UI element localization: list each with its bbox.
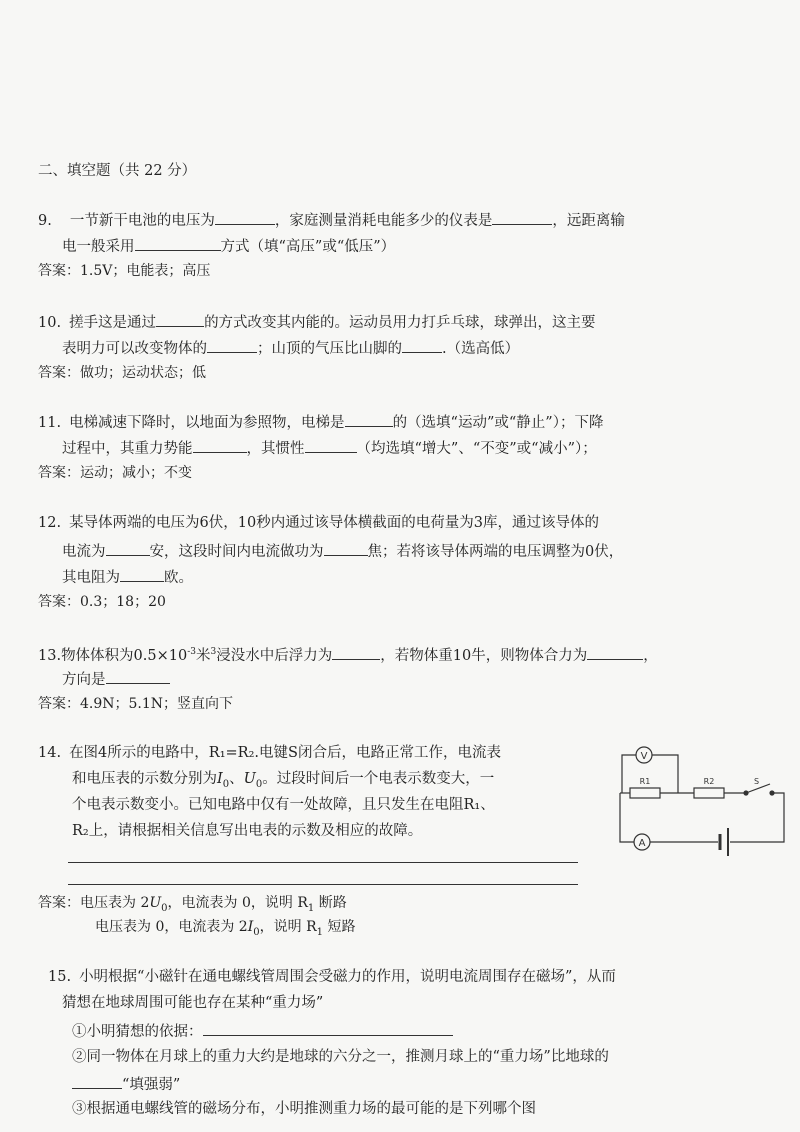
q14-answer-text: 断路	[314, 895, 347, 911]
q10-blank-3[interactable]	[402, 338, 442, 353]
q13-blank-2[interactable]	[587, 645, 643, 660]
q11-text: 电梯减速下降时，以地面为参照物，电梯是	[69, 415, 345, 431]
q13-number: 13.	[38, 647, 62, 664]
q9-line1	[38, 210, 625, 230]
q14-line3: 个电表示数变小。已知电路中仅有一处故障，且只发生在电阻R₁、	[72, 797, 495, 813]
q14-line2	[72, 770, 494, 794]
q10-answer: 答案：做功；运动状态；低	[38, 365, 206, 381]
switch-label: S	[754, 777, 760, 786]
q11-number: 11.	[38, 415, 62, 431]
q14-answer-subscript: 0	[253, 926, 260, 938]
circuit-left-wire	[620, 793, 634, 842]
q10-text: ；山顶的气压比山脚的	[257, 341, 402, 357]
q14-symbol: U	[243, 771, 256, 787]
q15-line5	[72, 1074, 180, 1094]
q11-answer: 答案：运动；减小；不变	[38, 465, 192, 481]
q11-blank-1[interactable]	[345, 412, 393, 427]
q11-line1	[38, 412, 603, 432]
q14-answer-text: 电压表为 0，电流表为 2	[95, 919, 248, 935]
r1-label: R1	[639, 777, 651, 786]
q13-text: 物体体积为0.5×10	[61, 647, 188, 664]
q10-text: .（选高低）	[442, 341, 520, 357]
q14-line4: R₂上，请根据相关信息写出电表的示数及相应的故障。	[72, 823, 423, 839]
q14-subscript: 0	[222, 778, 230, 790]
q11-blank-3[interactable]	[305, 438, 357, 453]
q14-answer-line-1[interactable]	[68, 862, 578, 863]
q12-line1	[38, 514, 599, 532]
ammeter-label: A	[638, 838, 646, 849]
q12-blank-1[interactable]	[106, 541, 150, 556]
q10-text: 表明力可以改变物体的	[62, 341, 207, 357]
q13-exponent: -3	[187, 647, 197, 657]
q13-answer: 答案：4.9N；5.1N；竖直向下	[38, 696, 234, 712]
q14-text: 和电压表的示数分别为	[72, 771, 217, 787]
q13-line2	[62, 669, 170, 689]
q15-text: 小明根据“小磁针在通电螺线管周围会受磁力的作用，说明电流周围存在磁场”，从而	[79, 969, 616, 985]
q11-text: 的（选填“运动”或“静止”）；下降	[392, 415, 604, 431]
q9-text: 一节新干电池的电压为	[69, 213, 215, 229]
q10-text: 的方式改变其内能的。运动员用力打乒乓球，球弹出，这主要	[204, 315, 596, 331]
switch-s[interactable]	[744, 777, 774, 795]
resistor-r1	[630, 777, 660, 798]
q15-text: ①小明猜想的依据：	[72, 1024, 203, 1040]
q12-text: 安，这段时间内电流做功为	[149, 544, 324, 560]
q11-line2	[62, 438, 597, 458]
q11-text: 过程中，其重力势能	[62, 441, 193, 457]
q9-text: ，远距离输	[552, 213, 625, 229]
q9-answer: 答案：1.5V；电能表；高压	[38, 263, 211, 279]
q13-blank-1[interactable]	[332, 645, 380, 660]
q13-text: 浸没水中后浮力为	[216, 647, 333, 664]
q12-answer: 答案：0.3；18；20	[38, 594, 166, 610]
q14-answer-subscript: 1	[316, 926, 323, 938]
q15-line1	[48, 968, 616, 986]
q12-blank-2[interactable]	[324, 541, 368, 556]
q13-text: 米	[196, 647, 211, 664]
q10-line2	[62, 338, 519, 358]
q14-answer-text: 答案：电压表为 2	[38, 895, 150, 911]
q12-line2	[62, 541, 623, 561]
q15-number: 15.	[48, 969, 72, 985]
q15-blank-2[interactable]	[72, 1074, 122, 1089]
q14-subscript: 0	[255, 778, 263, 790]
q14-text: 。过段时间后一个电表示数变大，一	[262, 771, 495, 787]
circuit-diagram	[598, 742, 798, 864]
voltmeter-icon	[636, 747, 652, 763]
q14-answer-text: ，电流表为 0，说明 R	[167, 895, 308, 911]
q12-text: 电流为	[62, 544, 106, 560]
r2-label: R2	[703, 777, 715, 786]
q10-blank-1[interactable]	[156, 312, 204, 327]
q9-text: ，家庭测量消耗电能多少的仪表是	[274, 213, 493, 229]
circuit-right-wire	[730, 793, 784, 842]
ammeter-icon	[634, 834, 650, 850]
q13-text: ，	[643, 647, 658, 664]
resistor-r2	[694, 777, 724, 798]
q14-text: 在图4所示的电路中，R₁=R₂.电键S闭合后，电路正常工作，电流表	[69, 745, 501, 761]
q12-text: 欧。	[164, 570, 193, 586]
q12-text: 某导体两端的电压为6伏，10秒内通过该导体横截面的电荷量为3库，通过该导体的	[69, 515, 599, 531]
q14-number: 14.	[38, 745, 62, 761]
q9-blank-1[interactable]	[215, 210, 275, 225]
q14-answer-1	[38, 894, 347, 918]
q12-line3	[62, 567, 193, 587]
q9-text: 电一般采用	[62, 239, 135, 255]
q13-text: ，若物体重10牛，则物体合力为	[380, 647, 588, 664]
q9-blank-3[interactable]	[135, 236, 221, 251]
q14-line1	[38, 744, 501, 762]
q15-line2: 猜想在地球周围可能也存在某种“重力场”	[62, 995, 324, 1011]
q15-line3	[72, 1021, 453, 1041]
q12-text: 其电阻为	[62, 570, 120, 586]
q13-exponent: 3	[210, 647, 217, 657]
q12-blank-3[interactable]	[120, 567, 164, 582]
q15-line6: ③根据通电螺线管的磁场分布，小明推测重力场的最可能的是下列哪个图	[72, 1101, 536, 1117]
q14-answer-text: 短路	[323, 919, 356, 935]
q15-line4: ②同一物体在月球上的重力大约是地球的六分之一，推测月球上的“重力场”比地球的	[72, 1049, 609, 1065]
q14-answer-2	[95, 918, 355, 942]
q14-answer-line-2[interactable]	[68, 884, 578, 885]
q14-answer-symbol: U	[149, 895, 162, 911]
q13-text: 方向是	[62, 672, 106, 688]
q13-line1	[38, 643, 658, 665]
q10-line1	[38, 312, 596, 332]
q10-number: 10.	[38, 315, 62, 331]
q13-blank-3[interactable]	[106, 669, 170, 684]
q9-line2	[62, 236, 395, 256]
q14-answer-subscript: 0	[161, 902, 168, 914]
q15-text: “填强弱”	[122, 1077, 181, 1093]
q14-answer-text: ，说明 R	[259, 919, 317, 935]
q14-symbol: I	[217, 771, 223, 787]
q11-text: （均选填“增大”、“不变”或“减小”）；	[356, 441, 597, 457]
q12-number: 12.	[38, 515, 62, 531]
q14-answer-symbol: I	[247, 919, 254, 935]
q9-text: 方式（填“高压”或“低压”）	[220, 239, 396, 255]
q11-blank-2[interactable]	[193, 438, 247, 453]
voltmeter-label: V	[640, 751, 648, 762]
q14-text: 、	[229, 771, 244, 787]
battery-icon	[720, 828, 728, 856]
q11-text: ，其惯性	[246, 441, 305, 457]
q15-blank-1[interactable]	[203, 1021, 453, 1036]
q14-answer-subscript: 1	[307, 902, 315, 914]
q9-blank-2[interactable]	[492, 210, 552, 225]
q10-blank-2[interactable]	[207, 338, 257, 353]
q10-text: 搓手这是通过	[69, 315, 157, 331]
q12-text: 焦；若将该导体两端的电压调整为0伏，	[367, 544, 624, 560]
section-title: 二、填空题（共 22 分）	[38, 163, 197, 179]
q9-number: 9.	[38, 213, 52, 229]
